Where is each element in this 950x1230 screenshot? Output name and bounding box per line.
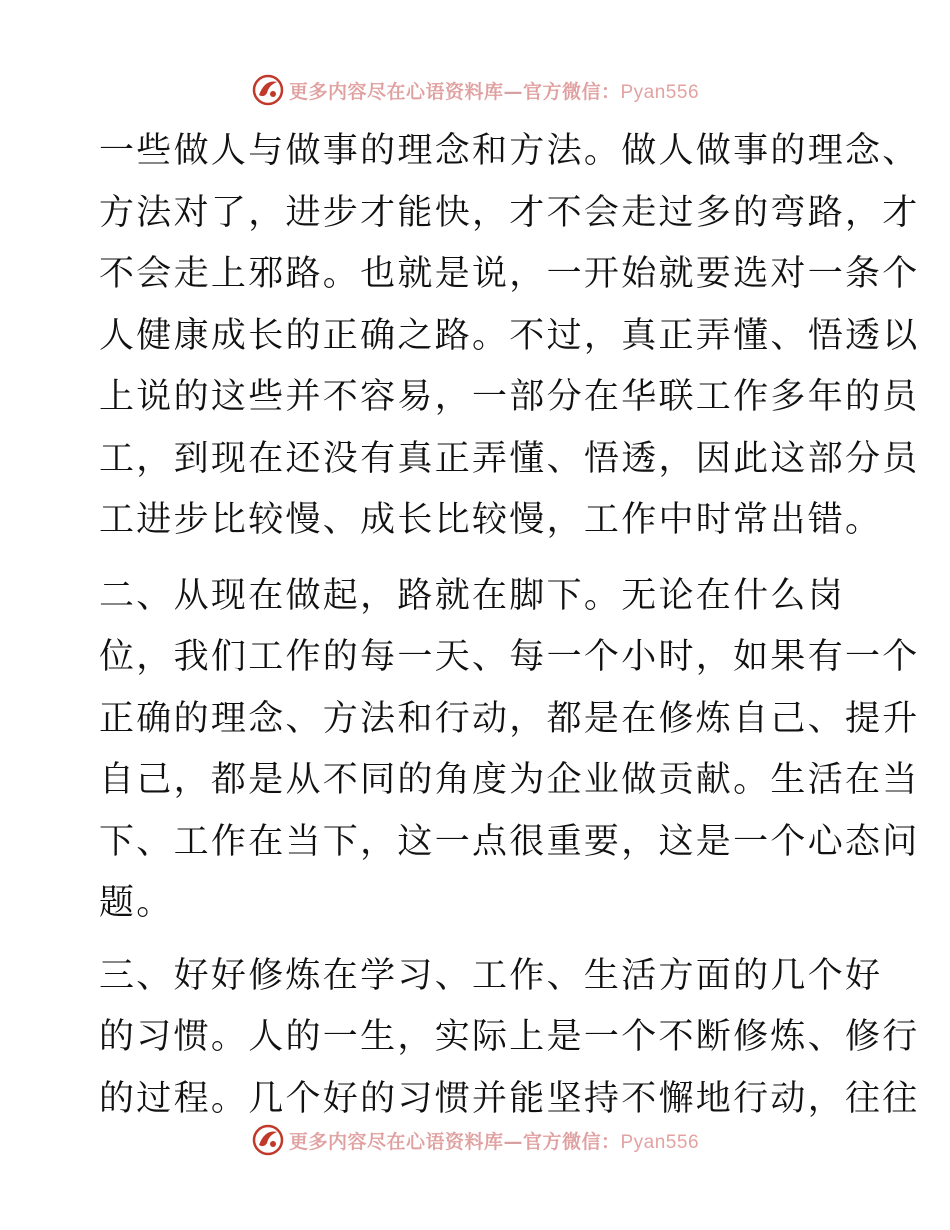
logo-icon bbox=[251, 73, 285, 107]
text-line: 的过程。几个好的习惯并能坚持不懈地行动，往往 bbox=[99, 1078, 920, 1119]
text-line: 下、工作在当下，这一点很重要，这是一个心态问 bbox=[99, 821, 920, 862]
footer-wechat-label: 官方微信： bbox=[522, 1130, 621, 1153]
paragraph-gap bbox=[99, 552, 859, 566]
footer-watermark bbox=[0, 1120, 950, 1160]
paragraph-1 bbox=[99, 121, 920, 552]
text-line: 位，我们工作的每一天、每一个小时，如果有一个 bbox=[99, 637, 920, 677]
paragraph-2 bbox=[99, 566, 920, 935]
footer-wechat-id: Pyan556 bbox=[620, 1131, 700, 1153]
header-text bbox=[289, 77, 699, 104]
footer-text bbox=[289, 1127, 699, 1154]
text-line: 二、从现在做起，路就在脚下。无论在什么岗 bbox=[99, 575, 846, 616]
footer-site-name: 更多内容尽在心语资料库 bbox=[288, 1130, 504, 1153]
text-line: 人健康成长的正确之路。不过，真正弄懂、悟透以 bbox=[99, 315, 920, 356]
text-line: 一些做人与做事的理念和方法。做人做事的理念、 bbox=[99, 131, 920, 171]
paragraph-gap bbox=[99, 935, 859, 946]
header-separator: — bbox=[503, 80, 523, 103]
text-line: 题。 bbox=[99, 883, 174, 923]
header-site-name: 更多内容尽在心语资料库 bbox=[288, 80, 504, 103]
text-line: 工进步比较慢、成长比较慢，工作中时常出错。 bbox=[99, 500, 883, 540]
text-line: 不会走上邪路。也就是说，一开始就要选对一条个 bbox=[99, 254, 920, 294]
document-body bbox=[99, 121, 920, 1130]
text-line: 的习惯。人的一生，实际上是一个不断修炼、修行 bbox=[99, 1017, 920, 1057]
paragraph-3 bbox=[99, 946, 920, 1131]
header-watermark bbox=[0, 70, 950, 110]
text-line: 正确的理念、方法和行动，都是在修炼自己、提升 bbox=[99, 698, 920, 739]
text-line: 上说的这些并不容易，一部分在华联工作多年的员 bbox=[99, 377, 920, 417]
logo-icon bbox=[251, 1123, 285, 1157]
text-line: 自己，都是从不同的角度为企业做贡献。生活在当 bbox=[99, 760, 920, 800]
text-line: 方法对了，进步才能快，才不会走过多的弯路，才 bbox=[99, 192, 920, 233]
footer-separator: — bbox=[503, 1130, 523, 1153]
text-line: 工，到现在还没有真正弄懂、悟透，因此这部分员 bbox=[99, 438, 920, 479]
header-wechat-id: Pyan556 bbox=[620, 81, 700, 103]
header-wechat-label: 官方微信： bbox=[522, 80, 621, 103]
text-line: 三、好好修炼在学习、工作、生活方面的几个好 bbox=[99, 955, 883, 996]
